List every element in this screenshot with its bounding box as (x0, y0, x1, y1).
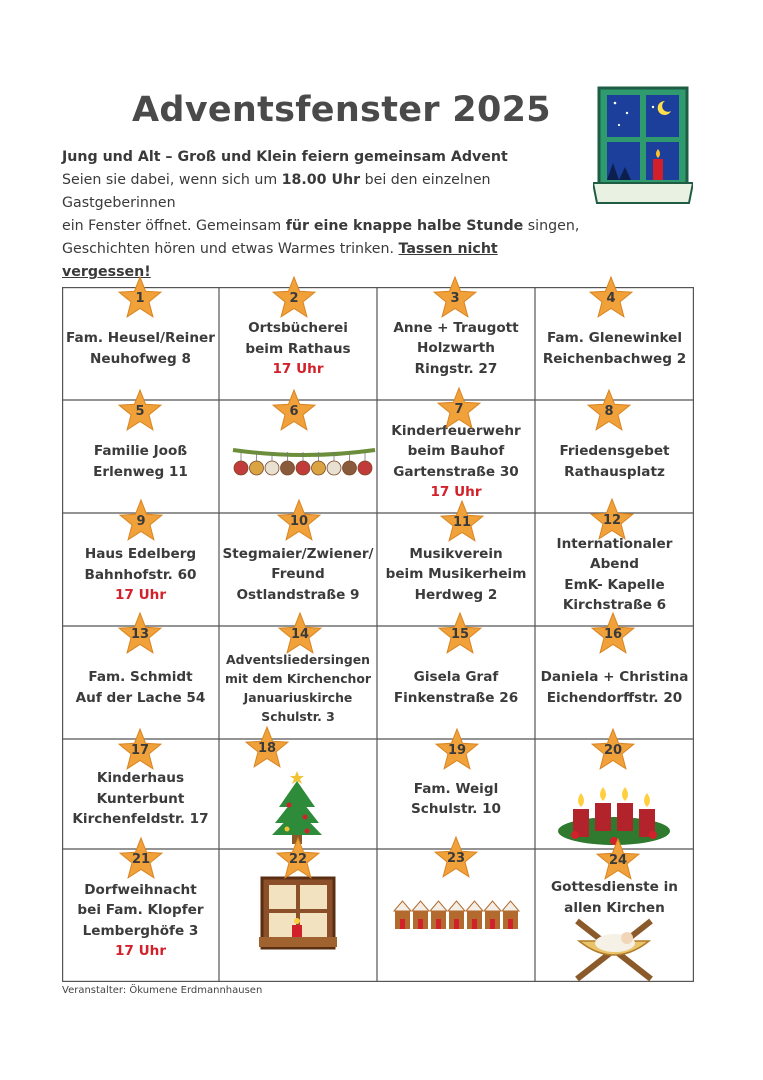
day-1-host (62, 328, 219, 369)
day-number-star (244, 725, 290, 771)
advent-calendar-grid (62, 287, 694, 982)
day-11-line: Musikverein (409, 545, 503, 562)
day-number: 22 (288, 852, 308, 867)
day-number-star (117, 611, 163, 657)
day-number: 5 (135, 404, 145, 419)
day-number: 19 (447, 743, 467, 758)
day-14-line: Schulstr. 3 (261, 708, 335, 724)
day-8-line: Friedensgebet (559, 443, 670, 459)
day-number: 16 (603, 627, 623, 642)
day-number-star (117, 388, 163, 434)
day-number: 12 (602, 513, 622, 528)
day-3-host (389, 318, 522, 380)
day-11-line: beim Musikerheim (385, 566, 527, 583)
day-number-star (586, 388, 632, 434)
organizer-note: Veranstalter: Ökumene Erdmannhausen (62, 985, 263, 996)
window-with-candle-picture (259, 875, 337, 951)
day-17-line: Kinderhaus (96, 770, 185, 787)
advent-window-illustration (593, 85, 693, 213)
day-17-line: Kunterbunt (96, 790, 185, 807)
day-19-host (407, 779, 505, 820)
day-3-line: Anne + Traugott (393, 319, 519, 336)
day-14-line: Adventsliedersingen (226, 651, 370, 667)
day-2-line: beim Rathaus (245, 340, 351, 357)
day-number: 2 (289, 291, 299, 306)
advent-day-18 (219, 739, 377, 849)
day-7-time: 17 Uhr (430, 484, 482, 501)
day-number: 21 (131, 852, 151, 867)
day-9-line: Bahnhofstr. 60 (84, 566, 197, 583)
day-9-time: 17 Uhr (114, 587, 167, 603)
day-4-line: Reichenbachweg 2 (542, 350, 687, 367)
day-11-host (382, 544, 531, 606)
day-8-host (555, 441, 673, 482)
day-19-line: Fam. Weigl (413, 780, 499, 797)
day-17-host (68, 768, 212, 830)
intro-text (62, 146, 582, 284)
day-number-star (436, 386, 482, 432)
day-number-star (117, 727, 163, 773)
day-3-line: Holzwarth (417, 340, 495, 357)
day-5-line: Familie Jooß (93, 443, 188, 459)
day-21-host (73, 880, 207, 942)
day-number-star (432, 275, 478, 321)
day-1-line: Neuhofweg 8 (90, 350, 191, 367)
day-15-line: Gisela Graf (413, 669, 499, 685)
day-9-line: Haus Edelberg (84, 546, 197, 562)
day-number-star (590, 611, 636, 657)
day-12-line: Abend (590, 556, 639, 572)
day-number-star (277, 611, 323, 657)
day-3-line: Ringstr. 27 (414, 360, 498, 377)
day-number-star (595, 837, 641, 883)
christmas-tree-picture (269, 765, 325, 845)
day-number: 24 (608, 853, 628, 868)
page-title: Adventsfenster 2025 (132, 90, 551, 130)
ornament-garland-picture (231, 442, 377, 482)
day-number-star (276, 498, 322, 544)
gingerbread-village-picture (391, 897, 521, 931)
day-5-host (89, 441, 192, 482)
day-11-line: Herdweg 2 (414, 586, 498, 603)
day-number: 14 (290, 627, 310, 642)
day-14-host (221, 650, 375, 726)
day-4-host (539, 328, 690, 369)
day-7-line: Kinderfeuerwehr (391, 422, 521, 439)
intro-line-3: Geschichten hören und etwas Warmes trinken. Tassen nicht vergessen! (62, 241, 498, 280)
day-number: 4 (606, 291, 616, 306)
day-number: 7 (454, 402, 464, 417)
day-number: 3 (450, 291, 460, 306)
day-12-host (553, 534, 677, 616)
day-14-line: mit dem Kirchenchor (224, 670, 372, 686)
day-number: 6 (289, 404, 299, 419)
manger-picture (571, 911, 657, 981)
day-14-line: Januariuskirche (243, 689, 353, 705)
day-10-line: Ostlandstraße 9 (236, 586, 360, 603)
day-number-star (271, 388, 317, 434)
intro-lead: Jung und Alt – Groß und Klein feiern gemeinsam Advent (62, 149, 508, 165)
day-number: 18 (257, 741, 277, 756)
day-15-line: Finkenstraße 26 (393, 689, 519, 706)
intro-line-2: ein Fenster öffnet. Gemeinsam für eine knappe halbe Stunde singen, (62, 218, 580, 234)
day-number-star (589, 497, 635, 543)
day-24-line: allen Kirchen (564, 899, 665, 916)
day-13-host (72, 667, 210, 708)
day-9-host (81, 544, 201, 585)
day-number-star (117, 275, 163, 321)
day-16-line: Eichendorffstr. 20 (546, 689, 683, 706)
day-21-time: 17 Uhr (114, 943, 167, 960)
day-number-star (275, 836, 321, 882)
day-number: 17 (130, 743, 150, 758)
day-number: 11 (452, 515, 472, 530)
day-13-line: Auf der Lache 54 (75, 689, 206, 706)
day-13-line: Fam. Schmidt (88, 669, 193, 685)
day-number-star (439, 499, 485, 545)
day-24-line: Gottesdienste in (551, 879, 678, 895)
day-number: 1 (135, 291, 145, 306)
day-number-star (433, 835, 479, 881)
day-number-star (271, 275, 317, 321)
intro-line-1: Seien sie dabei, wenn sich um 18.00 Uhr bei den einzelnen Gastgeberinnen (62, 172, 491, 211)
day-number: 9 (136, 514, 146, 529)
day-10-line: Freund (271, 566, 325, 583)
day-number: 20 (603, 743, 623, 758)
day-15-host (390, 667, 522, 708)
day-number: 23 (446, 851, 466, 866)
day-16-line: Daniela + Christina (540, 669, 689, 685)
day-number-star (437, 611, 483, 657)
day-number-star (590, 727, 636, 773)
day-17-line: Kirchenfeldstr. 17 (72, 811, 209, 828)
day-10-line: Stegmaier/Zwiener/ (222, 545, 374, 562)
day-2-host (241, 318, 354, 359)
day-12-line: Internationaler (556, 535, 673, 552)
day-16-host (537, 667, 693, 708)
day-2-time: 17 Uhr (272, 361, 324, 377)
day-number: 8 (604, 404, 614, 419)
day-21-line: bei Fam. Klopfer (77, 902, 204, 919)
day-8-line: Rathausplatz (564, 463, 665, 480)
day-12-line: Kirchstraße 6 (562, 597, 667, 613)
day-1-line: Fam. Heusel/Reiner (66, 330, 215, 346)
day-2-line: Ortsbücherei (248, 320, 348, 336)
day-7-line: Gartenstraße 30 (393, 463, 519, 480)
day-number: 10 (289, 514, 309, 529)
day-number-star (434, 727, 480, 773)
day-number: 13 (130, 627, 150, 642)
day-19-line: Schulstr. 10 (410, 801, 502, 817)
day-number-star (118, 836, 164, 882)
day-10-host (219, 544, 378, 606)
day-number: 15 (450, 627, 470, 642)
day-12-line: EmK- Kapelle (564, 576, 665, 593)
day-5-line: Erlenweg 11 (93, 463, 188, 480)
day-number-star (118, 498, 164, 544)
day-number-star (588, 275, 634, 321)
day-4-line: Fam. Glenewinkel (546, 330, 683, 346)
day-21-line: Dorfweihnacht (84, 881, 197, 898)
day-7-line: beim Bauhof (407, 443, 505, 460)
day-21-line: Lemberghöfe 3 (82, 922, 199, 939)
